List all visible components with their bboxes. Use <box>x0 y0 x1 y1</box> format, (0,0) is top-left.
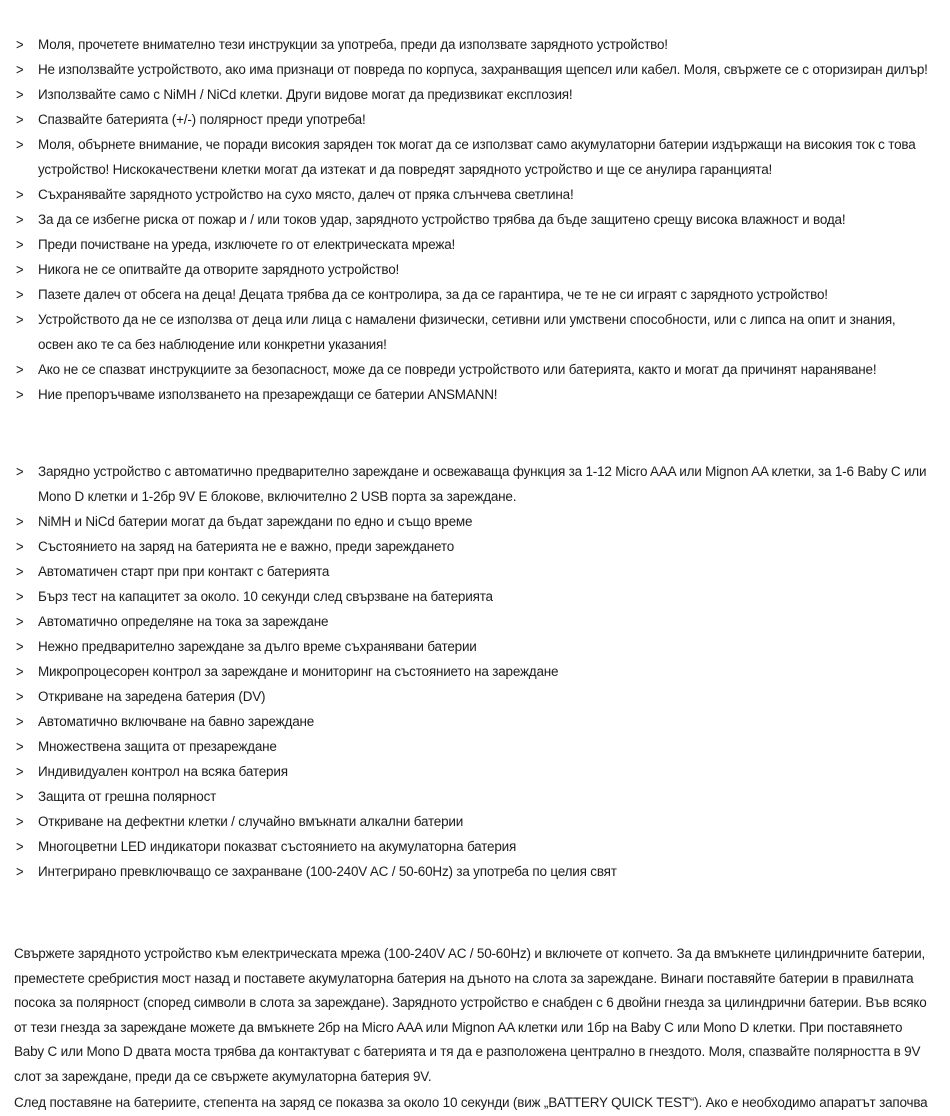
list-item <box>14 459 934 509</box>
bullet-marker: > <box>16 210 24 229</box>
list-item-text: Моля, обърнете внимание, че поради високия заряден ток могат да се използват само акумулаторни батерии издържащи на високия ток с това устройство! Нискокачествени клетки могат да изтекат и да повредят зарядното устройство и ще се анулира гаранцията! <box>38 137 916 177</box>
list-item <box>14 659 934 684</box>
bullet-marker: > <box>16 285 24 304</box>
bullet-marker: > <box>16 512 24 531</box>
bullet-marker: > <box>16 712 24 731</box>
list-item <box>14 207 934 232</box>
bullet-marker: > <box>16 135 24 154</box>
list-item <box>14 559 934 584</box>
list-item-text: Не използвайте устройството, ако има признаци от повреда по корпуса, захранващия щепсел или кабел. Моля, свържете се с оторизиран дилър! <box>38 62 928 77</box>
bullet-marker: > <box>16 812 24 831</box>
list-item-text: Състоянието на заряд на батерията не е важно, преди зареждането <box>38 539 455 554</box>
bullet-marker: > <box>16 537 24 556</box>
list-item <box>14 307 934 357</box>
list-item-text: Пазете далеч от обсега на деца! Децата трябва да се контролира, за да се гарантира, че те не си играят с зарядното устройство! <box>38 287 828 302</box>
list-item <box>14 509 934 534</box>
bullet-marker: > <box>16 787 24 806</box>
list-item-text: Ако не се спазват инструкциите за безопасност, може да се повреди устройството или батерията, както и могат да причинят нараняване! <box>38 362 877 377</box>
bullet-marker: > <box>16 637 24 656</box>
list-item-text: Използвайте само с NiMH / NiCd клетки. Други видове могат да предизвикат експлозия! <box>38 87 573 102</box>
list-item <box>14 382 934 407</box>
bullet-marker: > <box>16 587 24 606</box>
bullet-marker: > <box>16 360 24 379</box>
bullet-marker: > <box>16 185 24 204</box>
list-item <box>14 734 934 759</box>
list-item-text: Откриване на дефектни клетки / случайно вмъкнати алкални батерии <box>38 814 464 829</box>
list-item <box>14 282 934 307</box>
list-item <box>14 634 934 659</box>
list-item-text: Интегрирано превключващо се захранване (100-240V AC / 50-60Hz) за употреба по целия свят <box>38 864 617 879</box>
bullet-marker: > <box>16 762 24 781</box>
features-list <box>14 459 934 884</box>
list-item <box>14 809 934 834</box>
list-item <box>14 57 934 82</box>
list-item <box>14 182 934 207</box>
bullet-marker: > <box>16 562 24 581</box>
bullet-marker: > <box>16 687 24 706</box>
list-item-text: Индивидуален контрол на всяка батерия <box>38 764 288 779</box>
list-item <box>14 784 934 809</box>
list-item-text: Автоматично определяне на тока за зареждане <box>38 614 329 629</box>
list-item-text: Множествена защита от презареждане <box>38 739 277 754</box>
bullet-marker: > <box>16 837 24 856</box>
list-item <box>14 357 934 382</box>
list-item <box>14 132 934 182</box>
list-item <box>14 82 934 107</box>
list-item <box>14 759 934 784</box>
list-item-text: Спазвайте батерията (+/-) полярност преди употреба! <box>38 112 366 127</box>
list-item-text: Автоматично включване на бавно зареждане <box>38 714 315 729</box>
list-item <box>14 32 934 57</box>
list-item-text: NiMH и NiCd батерии могат да бъдат зареждани по едно и също време <box>38 514 473 529</box>
list-item <box>14 834 934 859</box>
bullet-marker: > <box>16 662 24 681</box>
list-item <box>14 107 934 132</box>
list-item <box>14 859 934 884</box>
bullet-marker: > <box>16 235 24 254</box>
list-item <box>14 709 934 734</box>
list-item-text: Откриване на заредена батерия (DV) <box>38 689 266 704</box>
safety-instructions-list <box>14 32 934 407</box>
list-item <box>14 534 934 559</box>
list-item-text: Зарядно устройство с автоматично предварително зареждане и освежаваща функция за 1-12 Micro AAA или Mignon AA клетки, за 1-6 Baby C или Mono D клетки и 1-2бр 9V E блокове, включително 2 USB порта за зареждане. <box>38 464 927 504</box>
list-item-text: Нежно предварително зареждане за дълго време съхранявани батерии <box>38 639 477 654</box>
list-item-text: Бърз тест на капацитет за около. 10 секунди след свързване на батерията <box>38 589 493 604</box>
list-item-text: Ние препоръчваме използването на презареждащи се батерии ANSMANN! <box>38 387 498 402</box>
list-item-text: Микропроцесорен контрол за зареждане и мониторинг на състоянието на зареждане <box>38 664 559 679</box>
operation-paragraph: След поставяне на батериите, степента на заряд се показва за около 10 секунди (виж „BATTERY QUICK TEST“). Ако е необходимо апаратът започва <box>14 1095 928 1110</box>
bullet-marker: > <box>16 310 24 329</box>
bullet-marker: > <box>16 35 24 54</box>
bullet-marker: > <box>16 85 24 104</box>
list-item-text: Многоцветни LED индикатори показват състоянието на акумулаторна батерия <box>38 839 517 854</box>
list-item-text: Автоматичен старт при при контакт с батерията <box>38 564 330 579</box>
list-item-text: Устройството да не се използва от деца или лица с намалени физически, сетивни или умствени способности, или с липса на опит и знания, освен ако те са без наблюдение или конкретни указания! <box>38 312 896 352</box>
bullet-marker: > <box>16 110 24 129</box>
list-item <box>14 584 934 609</box>
bullet-marker: > <box>16 385 24 404</box>
bullet-marker: > <box>16 612 24 631</box>
list-item-text: Защита от грешна полярност <box>38 789 217 804</box>
bullet-marker: > <box>16 60 24 79</box>
operation-paragraph: Свържете зарядното устройство към електрическата мрежа (100-240V AC / 50-60Hz) и включете от копчето. За да вмъкнете цилиндричните батерии, преместете сребристия мост назад и поставете акумулаторна батерия на дъното на слота за зареждане. Винаги поставяйте батерии в правилната посока за полярност (според символи в слота за зареждане). Зарядното устройство е снабден с 6 двойни гнезда за цилиндрични батерии. Във всяко от тези гнезда за зареждане можете да вмъкнете 2бр на Micro AAA или Mignon AA клетки или 1бр на Baby C или Mono D клетки. При поставянето Baby C или Mono D двата моста трябва да контактуват с батерията и тя да е разположена централно в гнездото. Моля, спазвайте полярността в 9V слот за зареждане, преди да се свържете акумулаторна батерия 9V. <box>14 946 927 1084</box>
list-item-text: За да се избегне риска от пожар и / или токов удар, зарядното устройство трябва да бъде защитено срещу висока влажност и вода! <box>38 212 846 227</box>
list-item-text: Съхранявайте зарядното устройство на сухо място, далеч от пряка слънчева светлина! <box>38 187 574 202</box>
list-item <box>14 609 934 634</box>
list-item-text: Никога не се опитвайте да отворите зарядното устройство! <box>38 262 400 277</box>
bullet-marker: > <box>16 462 24 481</box>
list-item <box>14 684 934 709</box>
list-item-text: Моля, прочетете внимателно тези инструкции за употреба, преди да използвате зарядното устройство! <box>38 37 668 52</box>
bullet-marker: > <box>16 862 24 881</box>
bullet-marker: > <box>16 737 24 756</box>
list-item <box>14 232 934 257</box>
list-item-text: Преди почистване на уреда, изключете го от електрическата мрежа! <box>38 237 456 252</box>
list-item <box>14 257 934 282</box>
bullet-marker: > <box>16 260 24 279</box>
operation-section <box>14 942 934 1116</box>
